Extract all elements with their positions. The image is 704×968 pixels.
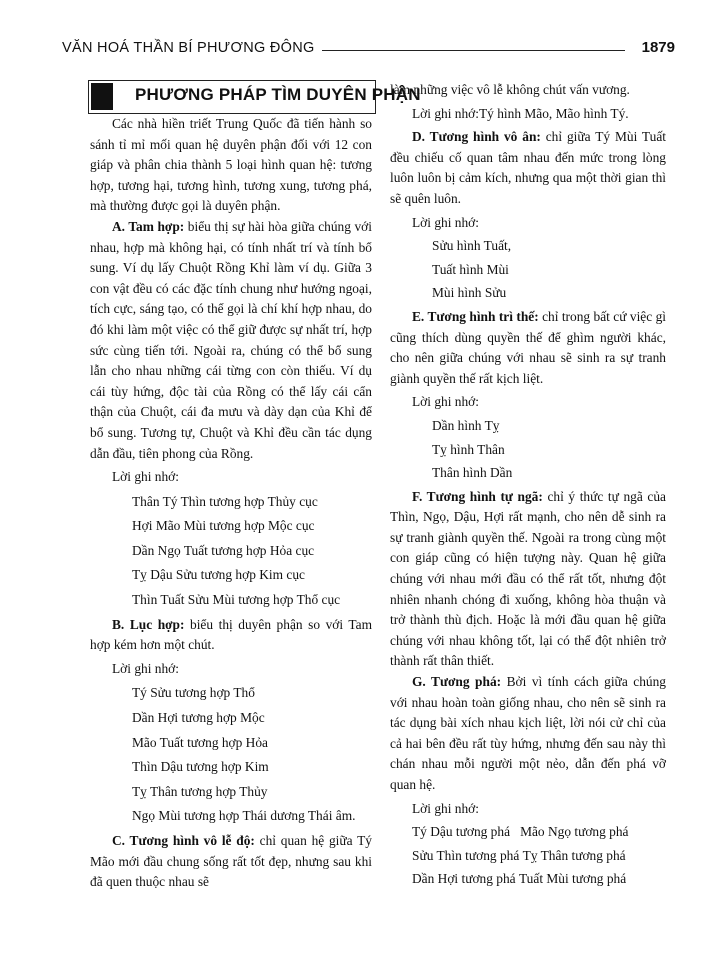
section-d-list — [432, 236, 666, 304]
section-g-body: Bởi vì tính cách giữa chúng với nhau hoàn toàn giống nhau, cho nên sẽ sinh ra tác dụng bài xích nhau kịch liệt, lời nói cử chỉ của cả hai bên đều rất tùy hứng, nhưng đến sau này thì chán nhau mỗi người một nẻo, dẫn đến phá vỡ quan hệ. — [390, 674, 666, 792]
section-g-paragraph — [390, 672, 666, 796]
section-c-paragraph — [90, 831, 372, 893]
section-f-heading: F. Tương hình tự ngã: — [412, 488, 543, 504]
section-d-note: Lời ghi nhớ: — [412, 214, 479, 230]
pair-right: Tỵ Thân tương phá — [522, 847, 626, 863]
list-item: Hợi Mão Mùi tương hợp Mộc cục — [132, 518, 315, 534]
section-e-body: chỉ trong bất cứ việc gì cũng thích dùng quyền thế để ghìm người khác, cho nên giữa chúng với nhau sẽ sinh ra sự tranh giành quyền thế rất kịch liệt. — [390, 308, 666, 386]
list-item: Ngọ Mùi tương hợp Thái dương Thái âm. — [132, 808, 356, 824]
header-rule — [322, 50, 625, 51]
intro-paragraph: Các nhà hiền triết Trung Quốc đã tiến hành so sánh tỉ mỉ mối quan hệ duyên phận đối với 12 con giáp và phân chia thành 5 loại hình quan hệ: tương hợp, tương hại, tương hình, tương xung, tương phá, mà thường được gọi là duyên phận. — [90, 116, 372, 214]
section-c-heading: C. Tương hình vô lễ độ: — [112, 833, 255, 848]
book-title: VĂN HOÁ THẦN BÍ PHƯƠNG ĐÔNG — [62, 40, 315, 56]
section-c-continuation: làm những việc vô lễ không chút vấn vương. — [390, 82, 630, 97]
section-f-paragraph — [390, 487, 666, 672]
list-item: Dần Hợi tương hợp Mộc — [132, 710, 265, 726]
section-d-paragraph — [390, 127, 666, 209]
section-d-heading: D. Tương hình vô ân: — [412, 129, 541, 145]
pair-left: Sửu Thìn tương phá — [412, 847, 520, 863]
running-header — [62, 40, 675, 62]
pair-row — [412, 869, 666, 890]
section-a-list — [132, 492, 372, 611]
section-e-note: Lời ghi nhớ: — [412, 394, 479, 410]
section-b-heading: B. Lục hợp: — [112, 616, 185, 632]
list-item: Thân Tý Thìn tương hợp Thủy cục — [132, 493, 318, 509]
section-a-note: Lời ghi nhớ: — [112, 469, 179, 485]
section-d-body: chỉ giữa Tý Mùi Tuất đều chiếu cố quan tâm nhau đến mức trong lòng luôn luôn bị cảm kích, nhưng qua một thời gian thì sẽ quên luôn. — [390, 129, 666, 206]
section-c-body: chỉ quan hệ giữa Tý Mão mới đầu chung sống rất tốt đẹp, nhưng sau khi đã quen thuộc nhau sẽ — [90, 833, 372, 890]
section-c-note: Lời ghi nhớ:Tý hình Mão, Mão hình Tý. — [412, 105, 629, 121]
section-g-note: Lời ghi nhớ: — [412, 800, 479, 816]
section-a-heading: A. Tam hợp: — [112, 218, 185, 234]
list-item: Tỵ hình Thân — [432, 441, 505, 457]
section-b-list — [132, 683, 372, 827]
section-title-box — [88, 80, 421, 114]
section-g-heading: G. Tương phá: — [412, 674, 502, 690]
list-item: Mão Tuất tương hợp Hỏa — [132, 734, 268, 750]
list-item: Tỵ Thân tương hợp Thủy — [132, 783, 268, 799]
title-marker-block — [91, 83, 113, 110]
right-column — [390, 80, 666, 893]
section-b-paragraph — [90, 615, 372, 656]
list-item: Dần hình Tỵ — [432, 417, 500, 433]
section-e-list — [432, 416, 666, 484]
list-item: Tý Sửu tương hợp Thổ — [132, 685, 255, 701]
list-item: Mùi hình Sửu — [432, 285, 507, 301]
page-number: 1879 — [641, 39, 675, 56]
pair-left: Dần Hợi tương phá — [412, 871, 516, 887]
list-item: Tuất hình Mùi — [432, 261, 509, 277]
list-item: Thân hình Dần — [432, 465, 513, 481]
list-item: Thìn Dậu tương hợp Kim — [132, 759, 269, 775]
pair-row — [412, 822, 666, 843]
left-column — [90, 114, 372, 893]
pair-row — [412, 846, 666, 867]
list-item: Dần Ngọ Tuất tương hợp Hỏa cục — [132, 542, 315, 558]
list-item: Sửu hình Tuất, — [432, 238, 512, 254]
pair-right: Mão Ngọ tương phá — [520, 824, 629, 840]
section-b-body: biểu thị duyên phận so với Tam hợp kém hơn một chút. — [90, 616, 372, 653]
list-item: Thìn Tuất Sửu Mùi tương hợp Thổ cục — [132, 592, 341, 608]
section-a-body: biểu thị sự hài hòa giữa chúng với nhau, hợp mà không hại, có tính nhất trí và tính bổ sung. Ví dụ lấy Chuột Rồng Khỉ làm ví dụ. Giữa 3 con vật đều có các đặc tính chung như hướng ngoại, tích cực, sáng tạo, có thể gọi là chí khí hợp nhau, do đó khi làm một việc có thể giữ được sự nhất trí, hợp sức cùng tiến tới. Ngoài ra, chúng có thể bổ sung lẫn cho nhau những cái từng con còn thiếu. Ví dụ cái tùy hứng, độc tài của Rồng có thể lấy cái cẩn thận của Chuột, cái đa mưu và dày dạn của Khỉ để bổ sung. Tương tự, Chuột và Khỉ đều cần tác dụng dẫn đầu, tiên phong của Rồng. — [90, 218, 372, 461]
section-e-heading: E. Tương hình trì thế: — [412, 308, 539, 324]
pair-left: Tý Dậu tương phá — [412, 824, 511, 840]
section-a-paragraph — [90, 217, 372, 464]
section-g-pairs — [390, 822, 666, 890]
section-b-note: Lời ghi nhớ: — [112, 660, 179, 676]
section-title: PHƯƠNG PHÁP TÌM DUYÊN PHẬN — [135, 85, 421, 104]
section-f-body: chỉ ý thức tự ngã của Thìn, Ngọ, Dậu, Hợi rất mạnh, cho nên dễ sinh ra sự tranh giành quyền thế. Ngoài ra trong cùng một con giáp cũng có hiện tượng này. Quan hệ giữa chúng với nhau mới đầu có thể rất tốt, nhưng đột nhiên nhanh chóng đi xuống, không hòa thuận và trở thành thù địch. Hoặc là mới đầu quan hệ giữa chúng với nhau không tốt, lại có thể đột nhiên trở thành rất thân thiết. — [390, 488, 667, 669]
pair-right: Tuất Mùi tương phá — [518, 871, 627, 887]
list-item: Tỵ Dậu Sửu tương hợp Kim cục — [132, 567, 305, 583]
section-e-paragraph — [390, 307, 666, 389]
